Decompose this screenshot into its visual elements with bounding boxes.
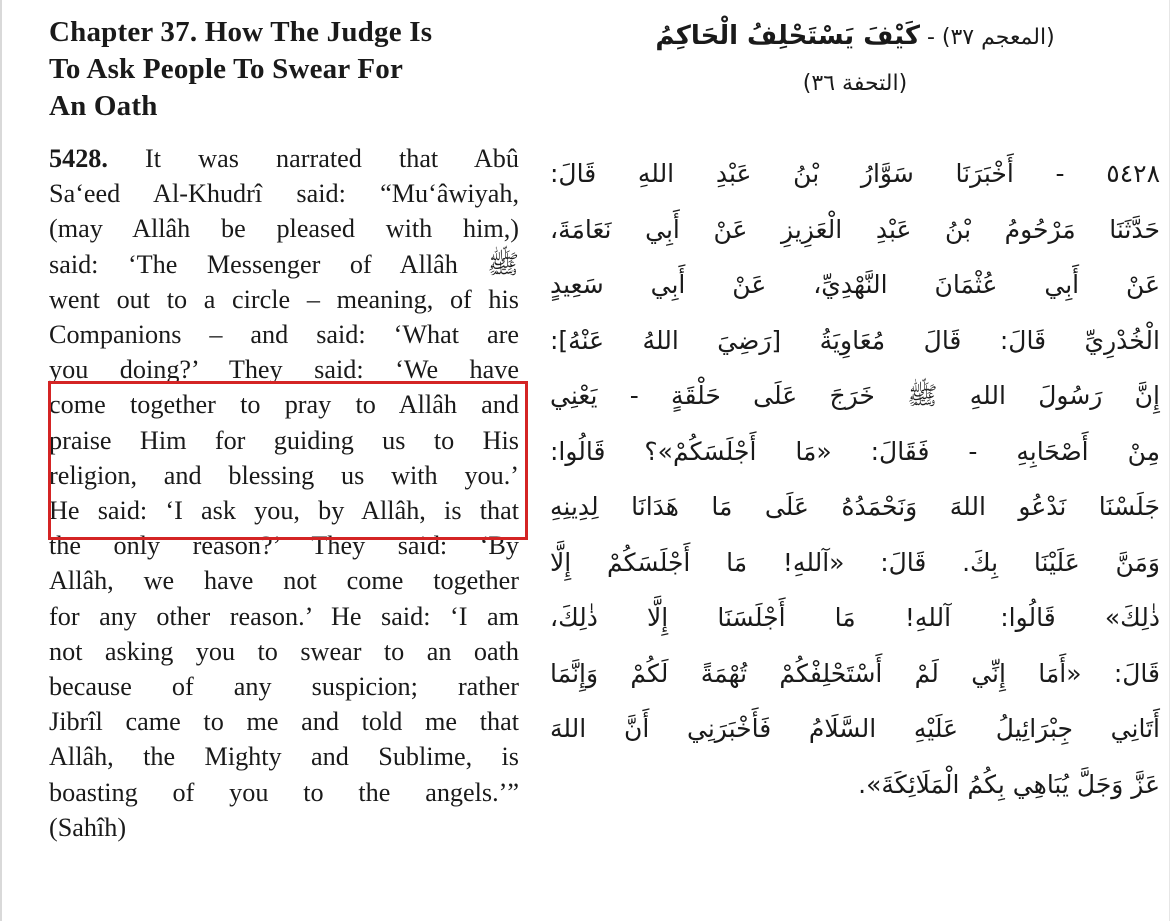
arabic-line: ٥٤٢٨ - أَخْبَرَنَا سَوَّارُ بْنُ عَبْدِ اللهِ قَالَ: (550, 159, 1160, 188)
chapter-title-line: To Ask People To Swear For (49, 53, 404, 85)
arabic-line: عَزَّ وَجَلَّ يُبَاهِي بِكُمُ الْمَلَائِكَةَ». (858, 769, 1160, 799)
arabic-title-prefix: (المعجم ٣٧) - (919, 25, 1055, 50)
highlight-box (48, 381, 528, 540)
hadith-line: He said: ‘I ask you, by Allâh, is that (49, 496, 519, 526)
arabic-line: حَدَّثَنَا مَرْحُومُ بْنُ عَبْدِ الْعَزِيزِ عَنْ أَبِي نَعَامَةَ، (550, 214, 1160, 244)
hadith-line: not asking you to swear to an oath (49, 636, 519, 666)
hadith-line-text: It was narrated that Abû (107, 144, 519, 173)
chapter-title-line: Chapter 37. How The Judge Is (49, 16, 433, 48)
arabic-line: إِنَّ رَسُولَ اللهِ ﷺ خَرَجَ عَلَى حَلْقَةٍ - يَعْنِي (550, 381, 1160, 410)
arabic-line: عَنْ أَبِي عُثْمَانَ النَّهْدِيِّ، عَنْ أَبِي سَعِيدٍ (550, 270, 1160, 299)
arabic-line: قَالَ: «أَمَا إِنِّي لَمْ أَسْتَحْلِفْكُمْ تُهْمَةً لَكُمْ وَإِنَّمَا (550, 658, 1160, 688)
arabic-line: الْخُدْرِيِّ قَالَ: قَالَ مُعَاوِيَةُ [رَضِيَ اللهُ عَنْهُ]: (550, 325, 1160, 355)
arabic-line: وَمَنَّ عَلَيْنَا بِكَ. قَالَ: «آللهِ! مَا أَجْلَسَكُمْ إِلَّا (550, 547, 1160, 577)
hadith-line: Allâh, we have not come together (49, 566, 519, 596)
arabic-line: ذٰلِكَ» قَالُوا: آللهِ! مَا أَجْلَسَنَا إِلَّا ذٰلِكَ، (550, 603, 1160, 632)
hadith-line: come together to pray to Allâh and (49, 390, 519, 420)
arabic-chapter-title (550, 14, 1160, 60)
arabic-line: أَتَانِي جِبْرَائِيلُ عَلَيْهِ السَّلَامُ فَأَخْبَرَنِي أَنَّ اللهَ (550, 714, 1160, 743)
hadith-line: Jibrîl came to me and told me that (49, 707, 519, 737)
chapter-title-line: An Oath (49, 90, 158, 122)
arabic-column (550, 14, 1160, 812)
hadith-line: (Sahîh) (49, 812, 127, 842)
hadith-line (49, 141, 519, 176)
hadith-line: praise Him for guiding us to His (49, 425, 519, 455)
arabic-title-text: كَيْفَ يَسْتَحْلِفُ الْحَاكِمُ (655, 21, 920, 51)
hadith-line: the only reason?’ They said: ‘By (49, 531, 519, 561)
hadith-arabic-text (550, 146, 1160, 812)
hadith-line: Sa‘eed Al-Khudrî said: “Mu‘âwiyah, (49, 179, 519, 209)
hadith-number: 5428. (49, 144, 108, 173)
hadith-line: Allâh, the Mighty and Sublime, is (49, 742, 519, 772)
hadith-line: Companions – and said: ‘What are (49, 320, 519, 350)
hadith-line: for any other reason.’ He said: ‘I am (49, 601, 519, 631)
hadith-line: you doing?’ They said: ‘We have (49, 355, 519, 385)
arabic-line: جَلَسْنَا نَدْعُو اللهَ وَنَحْمَدُهُ عَلَى مَا هَدَانَا لِدِينِهِ (550, 492, 1160, 521)
hadith-line: religion, and blessing us with you.’ (49, 460, 519, 490)
chapter-title (49, 14, 519, 125)
hadith-line: (may Allâh be pleased with him,) (49, 214, 519, 244)
hadith-line: because of any suspicion; rather (49, 672, 519, 702)
arabic-line: مِنْ أَصْحَابِهِ - فَقَالَ: «مَا أَجْلَسَكُمْ»؟ قَالُوا: (550, 436, 1160, 466)
arabic-subtitle: (التحفة ٣٦) (802, 71, 908, 96)
hadith-line: boasting of you to the angels.’” (49, 777, 519, 807)
hadith-line: said: ‘The Messenger of Allâh ﷺ (49, 249, 519, 279)
hadith-line: went out to a circle – meaning, of his (49, 284, 519, 314)
